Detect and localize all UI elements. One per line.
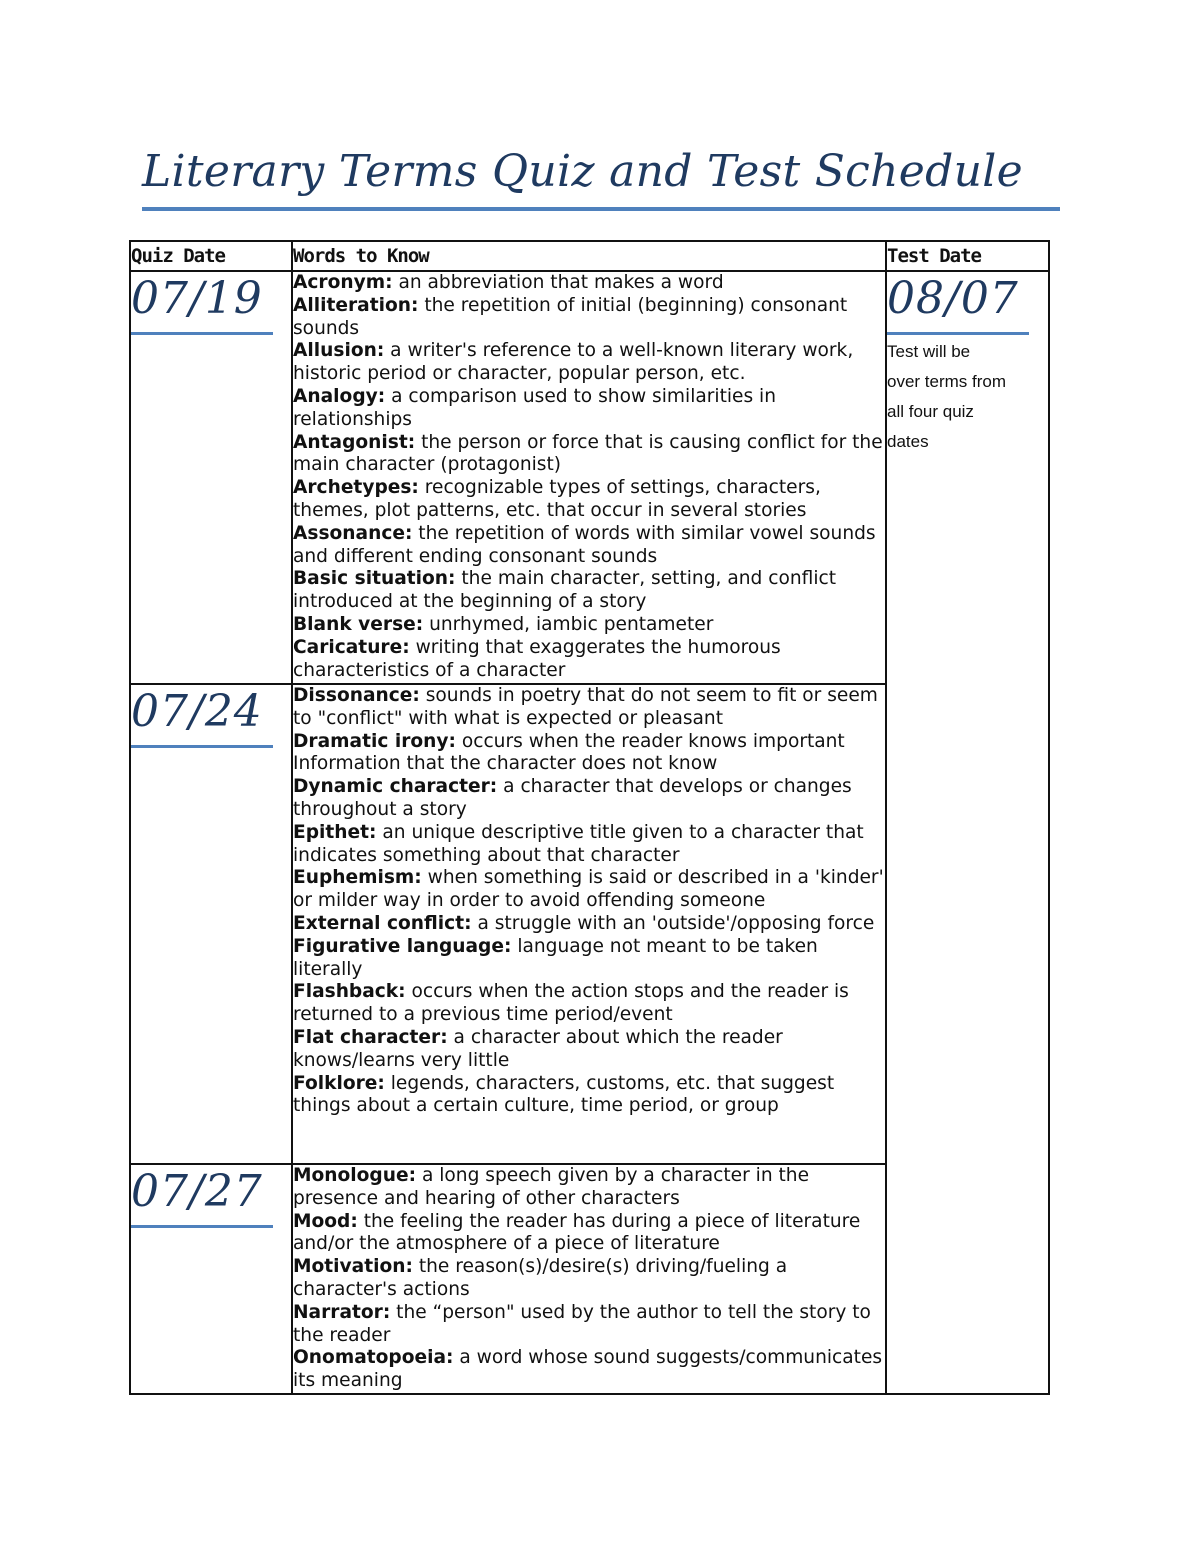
term-definition: an abbreviation that makes a word: [392, 272, 724, 293]
term-definition: legends, characters, customs, etc. that suggest things about a certain culture, time period, or group: [293, 1072, 835, 1117]
quiz-date-header: Quiz Date: [130, 241, 292, 271]
test-note: Test will be over terms from all four quiz dates: [887, 342, 1007, 451]
term-definition: the main character, setting, and conflict introduced at the beginning of a story: [293, 568, 836, 613]
term-name: Caricature:: [293, 636, 410, 658]
term-item: [293, 776, 885, 822]
term-name: Flashback:: [293, 981, 406, 1003]
term-item: [293, 295, 885, 341]
term-item: [293, 614, 885, 637]
page-title: Literary Terms Quiz and Test Schedule: [142, 146, 1023, 197]
date-underline: [887, 332, 1029, 335]
term-definition: the repetition of initial (beginning) consonant sounds: [293, 294, 848, 339]
term-item: [293, 1211, 885, 1257]
term-definition: recognizable types of settings, characters, themes, plot patterns, etc. that occur in several stories: [293, 477, 821, 521]
term-definition: a character about which the reader knows/learns very little: [293, 1026, 783, 1071]
term-name: Assonance:: [293, 522, 413, 544]
term-definition: a struggle with an 'outside'/opposing force: [471, 912, 875, 934]
term-name: Mood:: [293, 1210, 358, 1232]
term-item: [293, 272, 885, 295]
term-name: Antagonist:: [293, 431, 416, 453]
terms-cell: [292, 1164, 886, 1394]
term-definition: sounds in poetry that do not seem to fit or seem to "conflict" with what is expected or pleasant: [293, 685, 878, 729]
term-definition: the reason(s)/desire(s) driving/fueling a character's actions: [293, 1256, 788, 1300]
term-definition: language not meant to be taken literally: [293, 935, 818, 980]
term-item: [293, 637, 885, 683]
term-name: Folklore:: [293, 1072, 385, 1094]
term-definition: occurs when the reader knows important Information that the character does not know: [293, 730, 845, 775]
term-definition: the person or force that is causing conflict for the main character (protagonist): [293, 431, 883, 476]
header-row: [130, 241, 1049, 271]
term-definition: when something is said or described in a 'kinder' or milder way in order to avoid offending someone: [293, 867, 884, 912]
test-date: 08/07: [887, 273, 1019, 324]
term-item: [293, 432, 885, 478]
term-item: [293, 386, 885, 432]
term-definition: a comparison used to show similarities in relationships: [293, 385, 777, 430]
term-name: External conflict:: [293, 912, 472, 934]
term-name: Flat character:: [293, 1026, 448, 1048]
date-underline: [131, 1225, 273, 1228]
date-underline: [131, 745, 273, 748]
term-name: Dynamic character:: [293, 776, 498, 798]
term-name: Onomatopoeia:: [293, 1347, 454, 1369]
term-name: Narrator:: [293, 1301, 391, 1323]
term-item: [293, 731, 885, 777]
term-name: Figurative language:: [293, 935, 512, 957]
schedule-table: [129, 240, 1050, 1395]
term-definition: the repetition of words with similar vowel sounds and different ending consonant sounds: [293, 522, 876, 567]
term-name: Dissonance:: [293, 685, 420, 706]
term-item: [293, 867, 885, 913]
term-name: Basic situation:: [293, 568, 456, 590]
term-item: [293, 523, 885, 569]
quiz-date: 07/19: [131, 273, 263, 324]
term-definition: the “person" used by the author to tell the story to the reader: [293, 1301, 871, 1346]
title-underline: [142, 207, 1060, 211]
term-name: Alliteration:: [293, 294, 419, 316]
term-name: Motivation:: [293, 1256, 413, 1278]
quiz-date-cell: [130, 1164, 292, 1394]
term-definition: a character that develops or changes throughout a story: [293, 776, 852, 820]
term-name: Allusion:: [293, 340, 385, 362]
term-item: [293, 936, 885, 982]
terms-cell: [292, 271, 886, 684]
quiz-date: 07/27: [131, 1166, 263, 1217]
term-name: Archetypes:: [293, 477, 419, 499]
term-item: [293, 1027, 885, 1073]
term-item: [293, 685, 885, 731]
term-name: Epithet:: [293, 821, 377, 843]
term-definition: writing that exaggerates the humorous characteristics of a character: [293, 636, 781, 681]
term-item: [293, 1165, 885, 1211]
test-date-header: Test Date: [886, 241, 1049, 271]
date-underline: [131, 332, 273, 335]
term-item: [293, 913, 885, 936]
term-item: [293, 1302, 885, 1348]
term-item: [293, 568, 885, 614]
terms-cell: [292, 684, 886, 1164]
term-item: [293, 1073, 885, 1119]
term-definition: an unique descriptive title given to a character that indicates something about that character: [293, 821, 864, 866]
term-definition: occurs when the action stops and the reader is returned to a previous time period/event: [293, 981, 849, 1026]
term-definition: a long speech given by a character in the presence and hearing of other characters: [293, 1165, 810, 1209]
term-definition: a word whose sound suggests/communicates its meaning: [293, 1347, 883, 1392]
term-item: [293, 981, 885, 1027]
quiz-date-cell: [130, 271, 292, 684]
quiz-date: 07/24: [131, 686, 263, 737]
words-header: Words to Know: [292, 241, 886, 271]
term-item: [293, 340, 885, 386]
term-item: [293, 477, 885, 523]
term-item: [293, 1256, 885, 1302]
term-item: [293, 822, 885, 868]
term-name: Acronym:: [293, 272, 393, 293]
quiz-date-cell: [130, 684, 292, 1164]
term-item: [293, 1347, 885, 1393]
term-name: Dramatic irony:: [293, 730, 456, 752]
quiz-row-1: [130, 271, 1049, 684]
term-name: Euphemism:: [293, 867, 422, 889]
term-definition: the feeling the reader has during a piece of literature and/or the atmosphere of a piece of literature: [293, 1210, 861, 1255]
term-name: Monologue:: [293, 1165, 417, 1186]
test-date-cell: [886, 271, 1049, 1394]
term-definition: a writer's reference to a well-known literary work, historic period or character, popular person, etc.: [293, 340, 854, 385]
term-definition: unrhymed, iambic pentameter: [423, 613, 714, 635]
term-name: Blank verse:: [293, 613, 424, 635]
term-name: Analogy:: [293, 385, 386, 407]
